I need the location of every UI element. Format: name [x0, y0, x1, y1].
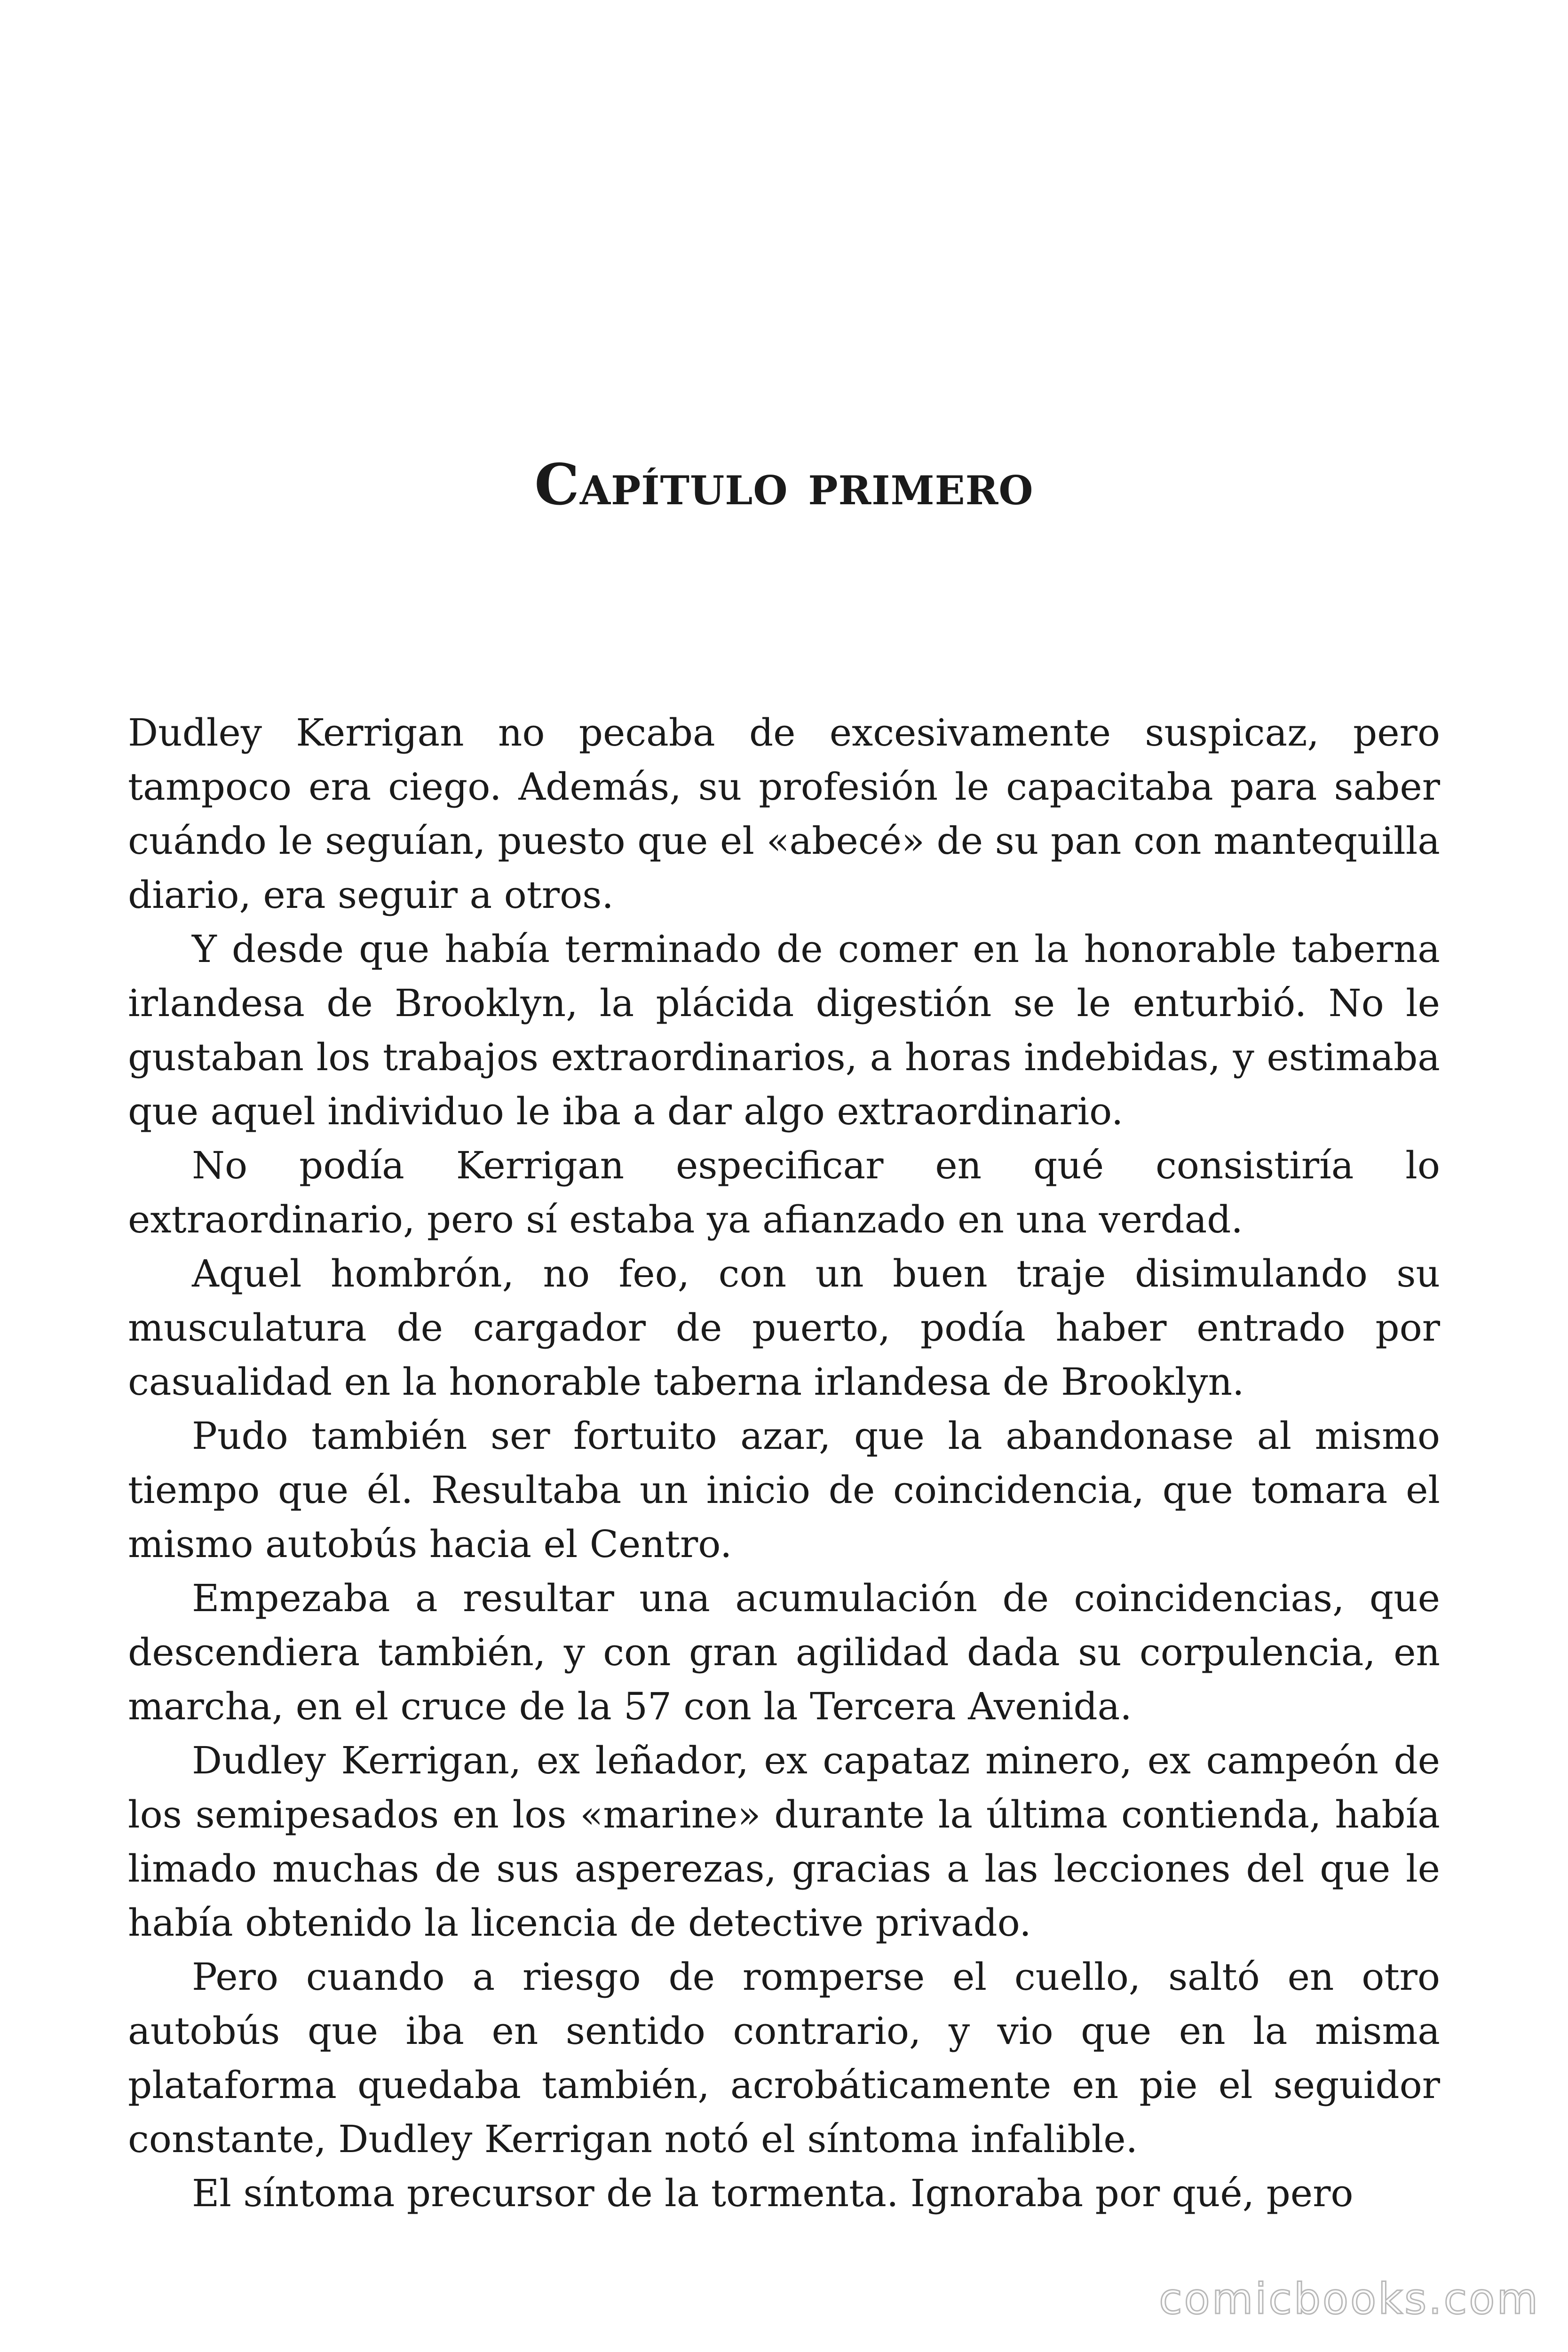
paragraph: Pudo también ser fortuito azar, que la abandonase al mismo tiempo que él. Resultaba un inicio de coincidencia, que tomara el mismo autobús hacia el Centro. — [128, 1414, 1440, 1566]
paragraph: Empezaba a resultar una acumulación de coincidencias, que descendiera también, y con gran agilidad dada su corpulencia, en marcha, en el cruce de la 57 con la Tercera Avenida. — [128, 1576, 1440, 1728]
paragraph: Pero cuando a riesgo de romperse el cuello, saltó en otro autobús que iba en sentido contrario, y vio que en la misma plataforma quedaba también, acrobáticamente en pie el seguidor constante, Dudley Kerrigan notó el síntoma infalible. — [128, 1955, 1440, 2161]
paragraph: No podía Kerrigan especificar en qué consistiría lo extraordinario, pero sí estaba ya afianzado en una verdad. — [128, 1144, 1440, 1241]
paragraph: Dudley Kerrigan no pecaba de excesivamente suspicaz, pero tampoco era ciego. Además, su profesión le capacitaba para saber cuándo le seguían, puesto que el «abecé» de su pan con mantequilla diario, era seguir a otros. — [128, 711, 1440, 917]
paragraph: El síntoma precursor de la tormenta. Ignoraba por qué, pero — [192, 2171, 1354, 2215]
chapter-title: Capítulo primero — [534, 452, 1034, 518]
paragraph: Dudley Kerrigan, ex leñador, ex capataz minero, ex campeón de los semipesados en los «marine» durante la última contienda, había limado muchas de sus asperezas, gracias a las lecciones del que le había obtenido la licencia de detective privado. — [128, 1739, 1440, 1945]
watermark: comicbooks.com — [1159, 2274, 1540, 2324]
chapter-body — [128, 706, 1440, 2220]
paragraph: Y desde que había terminado de comer en la honorable taberna irlandesa de Brooklyn, la plácida digestión se le enturbió. No le gustaban los trabajos extraordinarios, a horas indebidas, y estimaba que aquel individuo le iba a dar algo extraordinario. — [128, 927, 1440, 1133]
paragraph: Aquel hombrón, no feo, con un buen traje disimulando su musculatura de cargador de puerto, podía haber entrado por casualidad en la honorable taberna irlandesa de Brooklyn. — [128, 1252, 1440, 1404]
